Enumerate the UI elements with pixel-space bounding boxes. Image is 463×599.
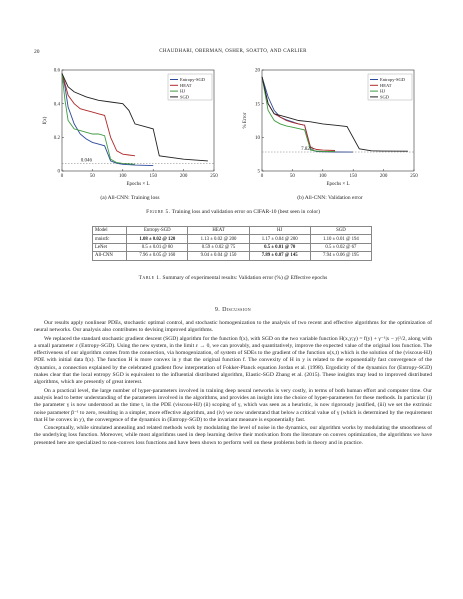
y-tick-label: 20 bbox=[255, 68, 260, 74]
x-axis-label: Epochs × L bbox=[326, 182, 350, 187]
chart-training-loss bbox=[40, 66, 220, 191]
x-tick-label: 250 bbox=[410, 174, 418, 179]
table-header-cell: SGD bbox=[310, 227, 371, 235]
y-axis-label: f(x) bbox=[43, 116, 48, 125]
table-cell: 0.5 ± 0.02 @ 67 bbox=[310, 243, 371, 251]
paragraph: We replaced the standard stochastic gradient descent (SGD) algorithm for the function f(x), with SGD on the two variable function H(x,y;γ) = f(y) + γ⁻¹|x − y|²/2, along with a small parameter ε (Entropy-SGD). Using the new system, in the limit ε → 0, we can provably, and quantitatively, improve the expected value of the original loss function. The effectiveness of our algorithm comes from the connection, via homogenization, of system of SDEs to the gradient of the function u(x,t) which is the solution of the (viscous-HJ) PDE with initial data f(x). The function H is more convex in y that the original function f. The convexity of H in y is related to the exponentially fast convergence of the dynamics, a connection explained by the celebrated gradient flow interpretation of Fokker-Planck equation Jordan et al. (1998). Ergodicity of the dynamics for (Entropy-SGD) makes clear that the local entropy SGD is equivalent to the influential distributed algorithm, Elastic-SGD Zhang et al. (2015). These insights may lead to improved distributed algorithms, which are presently of great interest. bbox=[34, 335, 432, 386]
figure-caption bbox=[34, 209, 432, 215]
section-title: 9. Discussion bbox=[214, 307, 252, 313]
table-cell: 0.5 ± 0.01 @ 80 bbox=[127, 243, 188, 251]
y-tick-label: 0 bbox=[57, 169, 60, 175]
table-row bbox=[93, 252, 372, 260]
results-table bbox=[92, 226, 372, 261]
table-cell: 1.10 ± 0.01 @ 194 bbox=[310, 235, 371, 243]
paragraph: On a practical level, the large number of hyper-parameters involved in training deep neural networks is very costly, in terms of both human effort and computer time. Our analysis lead to better understanding of the parameters involved in the algorithms, and provides an insight into the choice of hyper-parameters for these methods. In particular (i) the parameter γ is now understood as the time t, in the PDE (viscous-HJ) (ii) scoping of γ, which was seen as a heuristic, is now rigorously justified, (iii) we set the extrinsic noise parameter β⁻¹ to zero, resulting in a simpler, more effective algorithm, and (iv) we now understand that below a critical value of γ (which is determined by the requirement that H be convex in y), the convergence of the dynamics in (Entropy-SGD) to the invariant measure is exponentially fast. bbox=[34, 387, 432, 423]
legend-label: Entropy-SGD bbox=[180, 77, 205, 83]
table-cell: 0.5 ± 0.01 @ 70 bbox=[249, 243, 310, 251]
x-tick-label: 250 bbox=[210, 174, 218, 179]
table-caption-text: Summary of experimental results: Validation error (%) @ Effective epochs bbox=[162, 275, 328, 281]
x-tick-label: 50 bbox=[89, 174, 95, 179]
validation-error-plot bbox=[240, 66, 420, 191]
y-axis-label: % Error bbox=[243, 112, 248, 129]
series-line-heat bbox=[62, 73, 135, 155]
table-cell: 1.17 ± 0.04 @ 200 bbox=[249, 235, 310, 243]
annotation-label: 7.82% bbox=[301, 147, 315, 153]
table-caption bbox=[34, 275, 432, 281]
table-cell-model: LeNet bbox=[93, 243, 127, 251]
y-tick-label: 0.2 bbox=[53, 136, 60, 142]
running-header bbox=[34, 49, 432, 59]
table-cell: 0.59 ± 0.02 @ 75 bbox=[188, 243, 249, 251]
x-tick-label: 150 bbox=[149, 174, 157, 179]
table-header-row bbox=[93, 227, 372, 235]
table-header-cell: HEAT bbox=[188, 227, 249, 235]
legend-label: HJ bbox=[180, 88, 186, 94]
paragraph: Our results apply nonlinear PDEs, stochastic optimal control, and stochastic homogenization to the analysis of two recent and effective algorithms for the optimization of neural networks. Our analysis also contributes to devising improved algorithms. bbox=[34, 320, 432, 334]
table-row bbox=[93, 235, 372, 243]
table-cell: 7.94 ± 0.06 @ 195 bbox=[310, 252, 371, 260]
chart-validation-error bbox=[240, 66, 420, 191]
legend-label: HJ bbox=[380, 88, 386, 94]
figure-caption-text: Training loss and validation error on CIFAR-10 (best seen in color) bbox=[171, 209, 320, 215]
table-cell: 1.13 ± 0.02 @ 200 bbox=[188, 235, 249, 243]
table-row bbox=[93, 243, 372, 251]
x-tick-label: 0 bbox=[260, 174, 264, 179]
series-line-hj bbox=[262, 77, 335, 152]
x-tick-label: 100 bbox=[319, 174, 327, 179]
discussion-body bbox=[34, 320, 432, 448]
subcaption-b: (b) All-CNN: Validation error bbox=[297, 195, 363, 201]
table-caption-label: Table 1. bbox=[138, 275, 162, 281]
legend-label: SGD bbox=[180, 94, 190, 100]
legend-label: SGD bbox=[380, 94, 390, 100]
table-header-cell: HJ bbox=[249, 227, 310, 235]
x-tick-label: 50 bbox=[289, 174, 295, 179]
table-header-cell: Model bbox=[93, 227, 127, 235]
series-line-entropy-sgd bbox=[62, 73, 153, 165]
x-tick-label: 200 bbox=[179, 174, 188, 179]
x-tick-label: 200 bbox=[379, 174, 388, 179]
training-loss-plot bbox=[40, 66, 220, 191]
x-axis-label: Epochs × L bbox=[126, 182, 150, 187]
annotation-label: 0.046 bbox=[80, 158, 92, 164]
x-tick-label: 100 bbox=[119, 174, 127, 179]
table-cell: 7.96 ± 0.05 @ 160 bbox=[127, 252, 188, 260]
table-cell: 7.89 ± 0.07 @ 145 bbox=[249, 252, 310, 260]
subcaption-a: (a) All-CNN: Training loss bbox=[100, 195, 160, 201]
running-title: CHAUDHARI, OBERMAN, OSHER, SOATTO, AND CARLIER bbox=[159, 49, 307, 54]
series-line-hj bbox=[62, 73, 135, 164]
table-cell: 1.08 ± 0.02 @ 120 bbox=[127, 235, 188, 243]
y-tick-label: 0.4 bbox=[53, 102, 60, 108]
table-header-cell: Entropy-SGD bbox=[127, 227, 188, 235]
y-tick-label: 5 bbox=[257, 169, 260, 175]
legend-label: Entropy-SGD bbox=[380, 77, 405, 83]
y-tick-label: 10 bbox=[255, 136, 260, 142]
paragraph: Conceptually, while simulated annealing and related methods work by modulating the level of noise in the dynamics, our algorithm works by modulating the smoothness of the underlying loss function. Moreover, while most algorithms used in deep learning derive their motivation from the literature on convex optimization, the algorithms we have presented here are specialized to non-convex loss functions and have been shown to perform well on these problems both in theory and in practice. bbox=[34, 425, 432, 446]
y-tick-label: 15 bbox=[255, 102, 260, 108]
page-number: 20 bbox=[34, 49, 40, 55]
table-cell-model: mnistfc bbox=[93, 235, 127, 243]
y-tick-label: 0.6 bbox=[53, 68, 60, 74]
x-tick-label: 0 bbox=[60, 174, 64, 179]
x-tick-label: 150 bbox=[349, 174, 357, 179]
table-cell-model: All-CNN bbox=[93, 252, 127, 260]
legend-label: HEAT bbox=[180, 82, 192, 88]
series-line-heat bbox=[262, 77, 335, 151]
table-cell: 9.04 ± 0.04 @ 150 bbox=[188, 252, 249, 260]
figure-caption-label: Figure 5. bbox=[146, 209, 171, 215]
legend-label: HEAT bbox=[380, 82, 392, 88]
